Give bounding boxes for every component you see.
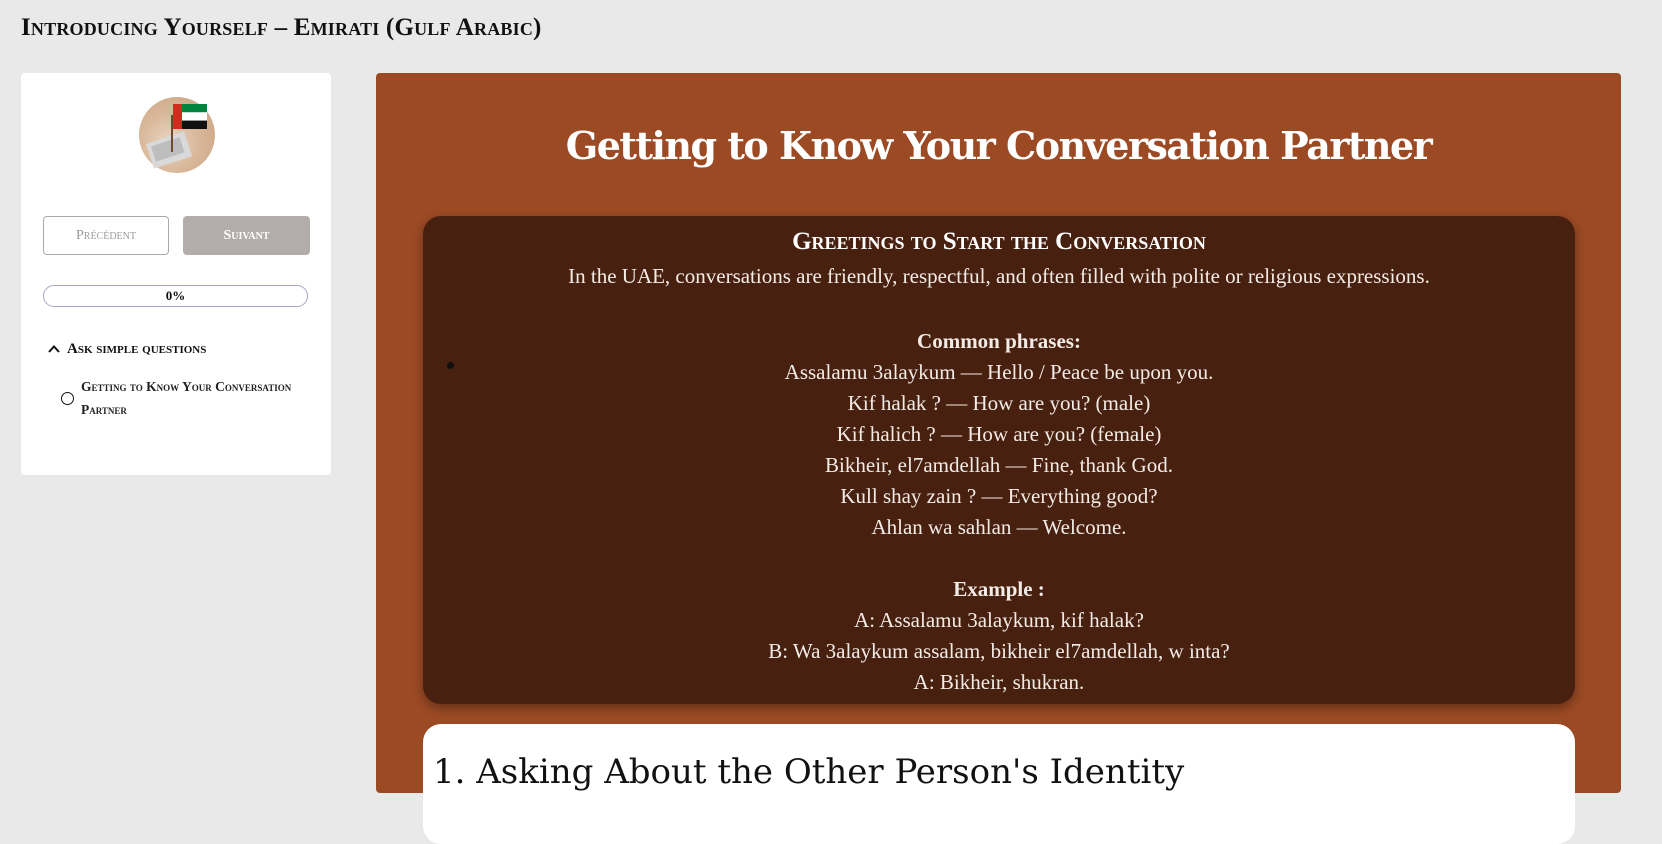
next-button[interactable]: Suivant [183,216,310,255]
lesson-item[interactable] [61,375,311,421]
uae-flag-avatar [139,97,215,173]
progress-label: 0% [165,288,186,303]
phrase-line: Assalamu 3alaykum — Hello / Peace be upon you. [784,360,1214,384]
previous-button[interactable]: Précédent [43,216,169,255]
identity-card-title: 1. Asking About the Other Person's Identity [433,752,1185,792]
example-line: A: Bikheir, shukran. [913,670,1085,694]
lesson-content [376,73,1621,793]
example-label: Example : [953,577,1045,601]
lesson-status-radio[interactable] [61,392,74,405]
phrase-line: Kull shay zain ? — Everything good? [840,484,1158,508]
lesson-item-label: Getting to Know Your Conversation Partner [81,379,292,417]
pagination-controls [43,216,309,255]
greetings-card [423,216,1575,704]
phrases-block [423,326,1575,543]
example-block [423,574,1575,698]
phrase-line: Ahlan wa sahlan — Welcome. [871,515,1127,539]
course-sidebar [21,73,331,475]
example-line: A: Assalamu 3alaykum, kif halak? [854,608,1144,632]
section-toggle[interactable] [47,339,206,359]
card-heading: Greetings to Start the Conversation [792,228,1206,255]
section-label: Ask simple questions [67,340,207,357]
chevron-up-icon [47,342,61,356]
phrase-line: Kif halak ? — How are you? (male) [847,391,1151,415]
progress-bar [43,285,308,307]
phrase-line: Kif halich ? — How are you? (female) [836,422,1162,446]
phrase-line: Bikheir, el7amdellah — Fine, thank God. [825,453,1173,477]
page-title: Introducing Yourself – Emirati (Gulf Arabic) [21,14,542,41]
phrases-label: Common phrases: [917,329,1081,353]
example-line: B: Wa 3alaykum assalam, bikheir el7amdellah, w inta? [768,639,1230,663]
lesson-title: Getting to Know Your Conversation Partner [565,123,1432,168]
identity-card [423,724,1575,844]
card-intro: In the UAE, conversations are friendly, respectful, and often filled with polite or religious expressions. [568,264,1430,288]
